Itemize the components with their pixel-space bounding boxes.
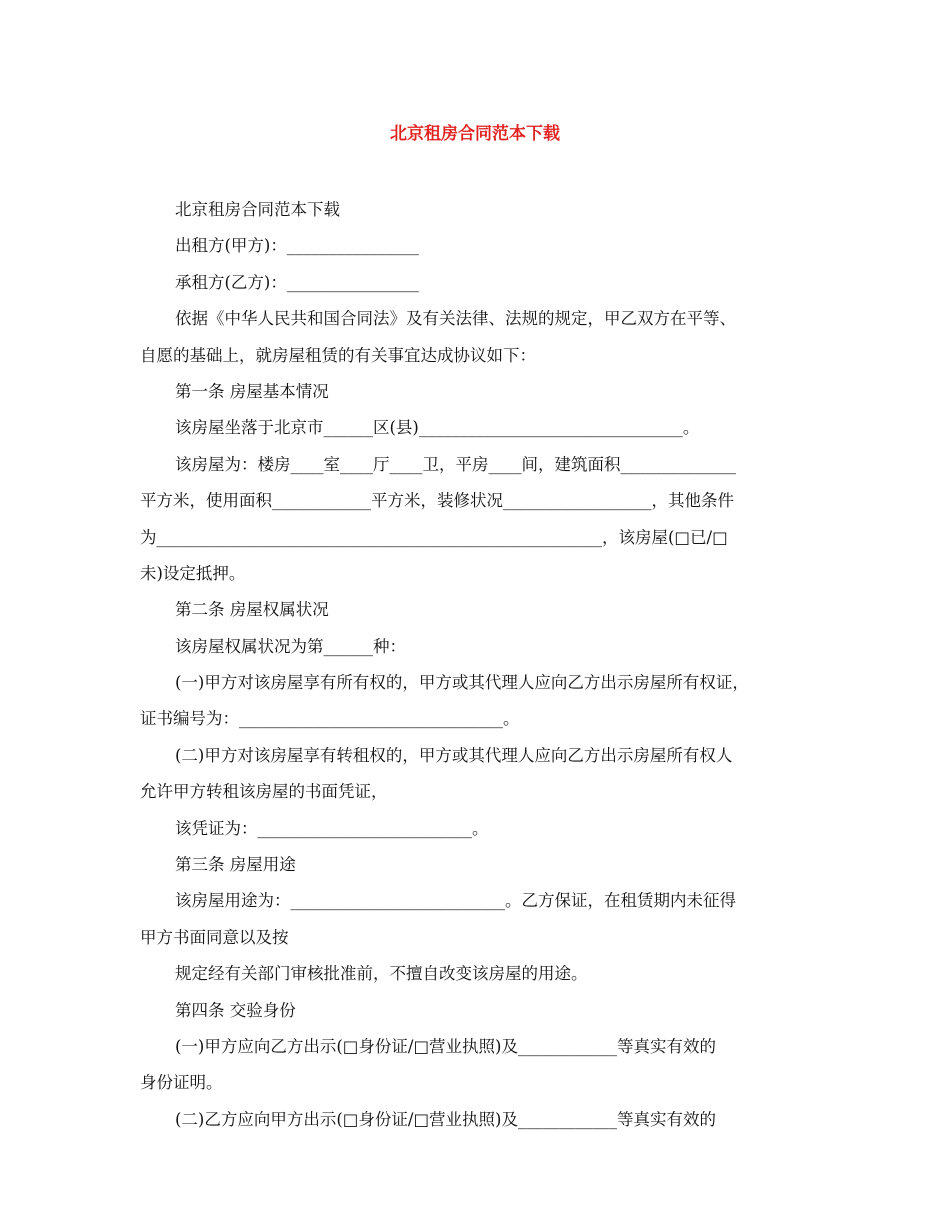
body-line: (二)乙方应向甲方出示(□身份证/□营业执照)及____________等真实有效的 (175, 1109, 716, 1129)
body-line: 未)设定抵押。 (140, 563, 246, 583)
body-line: 北京租房合同范本下载 (175, 200, 340, 219)
body-line: 自愿的基础上，就房屋租赁的有关事宜达成协议如下： (140, 345, 536, 365)
document-body (140, 192, 812, 1138)
body-line: 证书编号为：________________________________。 (140, 709, 520, 729)
body-line: 该房屋用途为：__________________________。乙方保证，在租赁期内未征得 (175, 891, 736, 911)
body-line: 该凭证为：__________________________。 (175, 818, 489, 838)
body-line: 承租方(乙方)：________________ (175, 272, 419, 292)
body-line: 甲方书面同意以及按 (140, 927, 289, 947)
body-line: 规定经有关部门审核批准前，不擅自改变该房屋的用途。 (175, 964, 588, 984)
body-line: 第四条 交验身份 (175, 1000, 296, 1020)
body-line: 平方米，使用面积____________平方米，装修状况__________________，其他条件 (140, 491, 734, 511)
body-line: 依据《中华人民共和国合同法》及有关法律、法规的规定，甲乙双方在平等、 (175, 309, 736, 329)
body-line: 该房屋为：楼房____室____厅____卫，平房____间，建筑面积______________ (175, 454, 736, 474)
body-line: (一)甲方应向乙方出示(□身份证/□营业执照)及____________等真实有效的 (175, 1036, 716, 1056)
body-line: 身份证明。 (140, 1073, 223, 1093)
body-line: 第三条 房屋用途 (175, 855, 296, 875)
body-line: 该房屋权属状况为第______种： (175, 636, 406, 656)
body-line: 第二条 房屋权属状况 (175, 600, 329, 620)
body-line: 第一条 房屋基本情况 (175, 381, 329, 401)
body-line: 为______________________________________________________，该房屋(□已/□ (140, 527, 728, 547)
body-line: (二)甲方对该房屋享有转租权的，甲方或其代理人应向乙方出示房屋所有权人 (175, 745, 733, 765)
body-line: 该房屋坐落于北京市______区(县)________________________________。 (175, 418, 700, 438)
body-line: (一)甲方对该房屋享有所有权的，甲方或其代理人应向乙方出示房屋所有权证， (175, 673, 749, 693)
body-line: 出租方(甲方)：________________ (175, 236, 419, 256)
body-line: 允许甲方转租该房屋的书面凭证， (140, 782, 388, 802)
document-title: 北京租房合同范本下载 (390, 124, 560, 144)
